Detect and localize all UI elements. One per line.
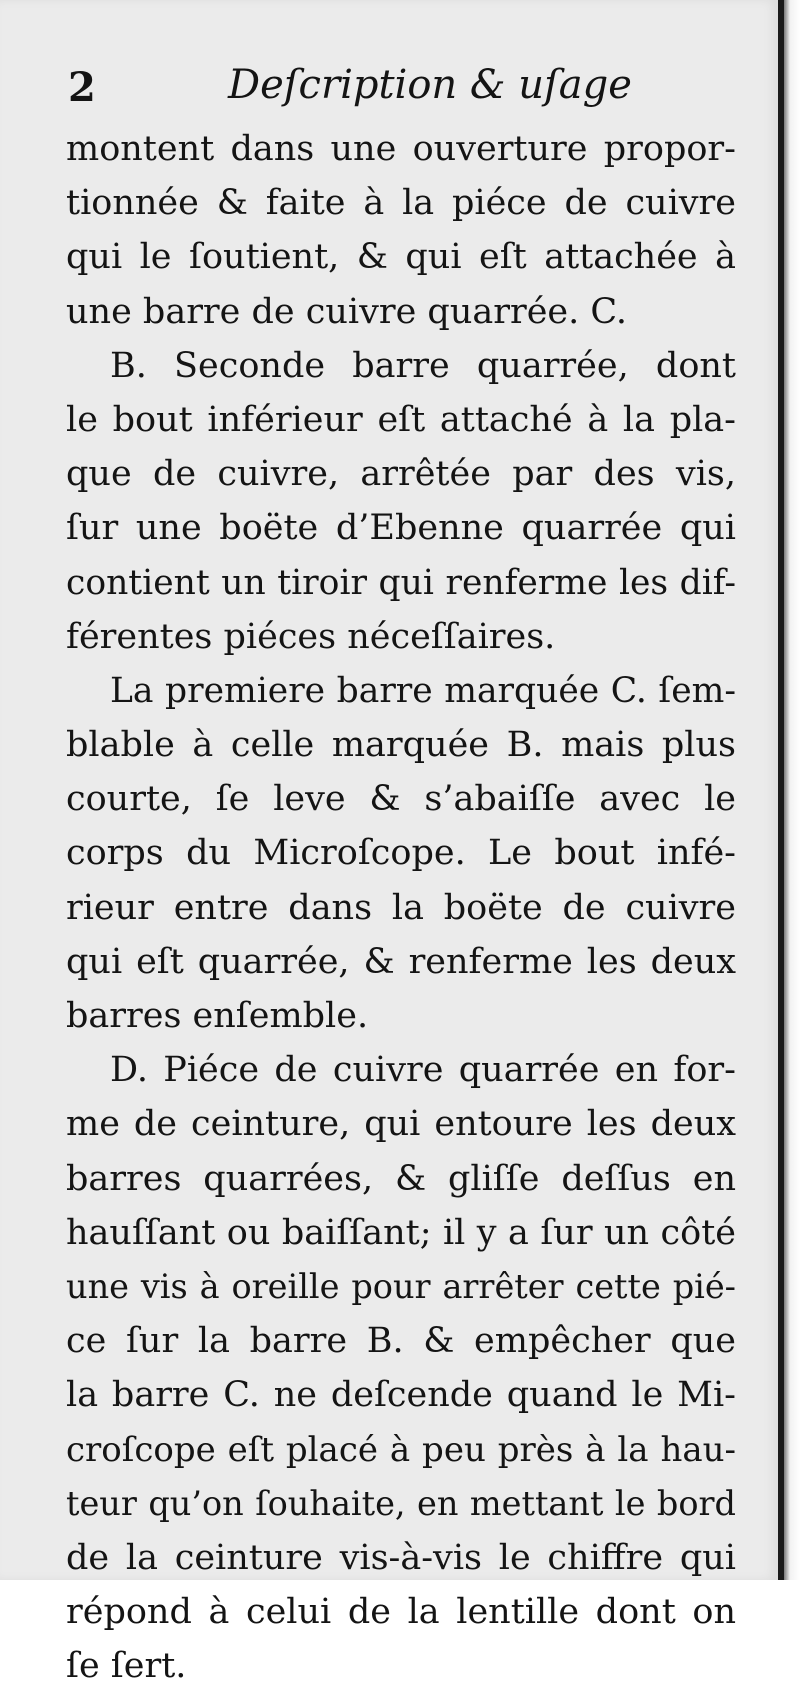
text-line: que de cuivre, arrêtée par des vis, (66, 454, 736, 495)
text-line: le bout inférieur eſt attaché à la pla- (66, 399, 736, 440)
text-line: hauſſant ou baiſſant; il y a ſur un côté (66, 1212, 736, 1253)
text-line: teur qu’on ſouhaite, en mettant le bord (66, 1483, 736, 1523)
text-line: montent dans une ouverture propor- (66, 129, 736, 169)
body-text (66, 122, 736, 1693)
text-line: B. Seconde barre quarrée, dont (110, 345, 736, 386)
text-line: La premiere barre marquée C. ſem- (110, 670, 736, 711)
running-title: Deſcription & uſage (228, 62, 632, 108)
text-line: contient un tiroir qui renferme les dif- (66, 562, 736, 603)
text-line: corps du Microſcope. Le bout infé- (66, 833, 736, 874)
text-line: une barre de cuivre quarrée. C. (66, 291, 628, 332)
text-line: rieur entre dans la boëte de cuivre (66, 887, 736, 928)
page-header (68, 56, 728, 116)
text-line: barres enſemble. (66, 996, 369, 1036)
text-line: une vis à oreille pour arrêter cette pié- (66, 1266, 736, 1306)
text-line: courte, ſe leve & s’abaiſſe avec le (66, 779, 736, 820)
text-line: D. Piéce de cuivre quarrée en for- (110, 1050, 736, 1091)
text-line: croſcope eſt placé à peu près à la hau- (66, 1429, 736, 1470)
text-line: ſur une boëte d’Ebenne quarrée qui (66, 508, 736, 549)
text-line: tionnée & faite à la piéce de cuivre (66, 183, 736, 224)
page-edge (778, 0, 800, 1580)
text-line: qui eſt quarrée, & renferme les deux (66, 941, 736, 982)
text-line: blable à celle marquée B. mais plus (66, 725, 736, 766)
text-line: ce ſur la barre B. & empêcher que (66, 1321, 736, 1362)
text-line: férentes piéces néceſſaires. (66, 616, 556, 657)
text-line: qui le ſoutient, & qui eſt attachée à (66, 237, 736, 278)
page-number: 2 (68, 64, 96, 111)
text-line: me de ceinture, qui entoure les deux (66, 1104, 736, 1145)
text-line: répond à celui de la lentille dont on (66, 1592, 736, 1633)
text-line: la barre C. ne deſcende quand le Mi- (66, 1375, 736, 1416)
text-line: de la ceinture vis-à-vis le chiffre qui (66, 1537, 736, 1578)
text-line: barres quarrées, & gliſſe deſſus en (66, 1158, 736, 1199)
text-line: ſe ſert. (66, 1646, 187, 1687)
